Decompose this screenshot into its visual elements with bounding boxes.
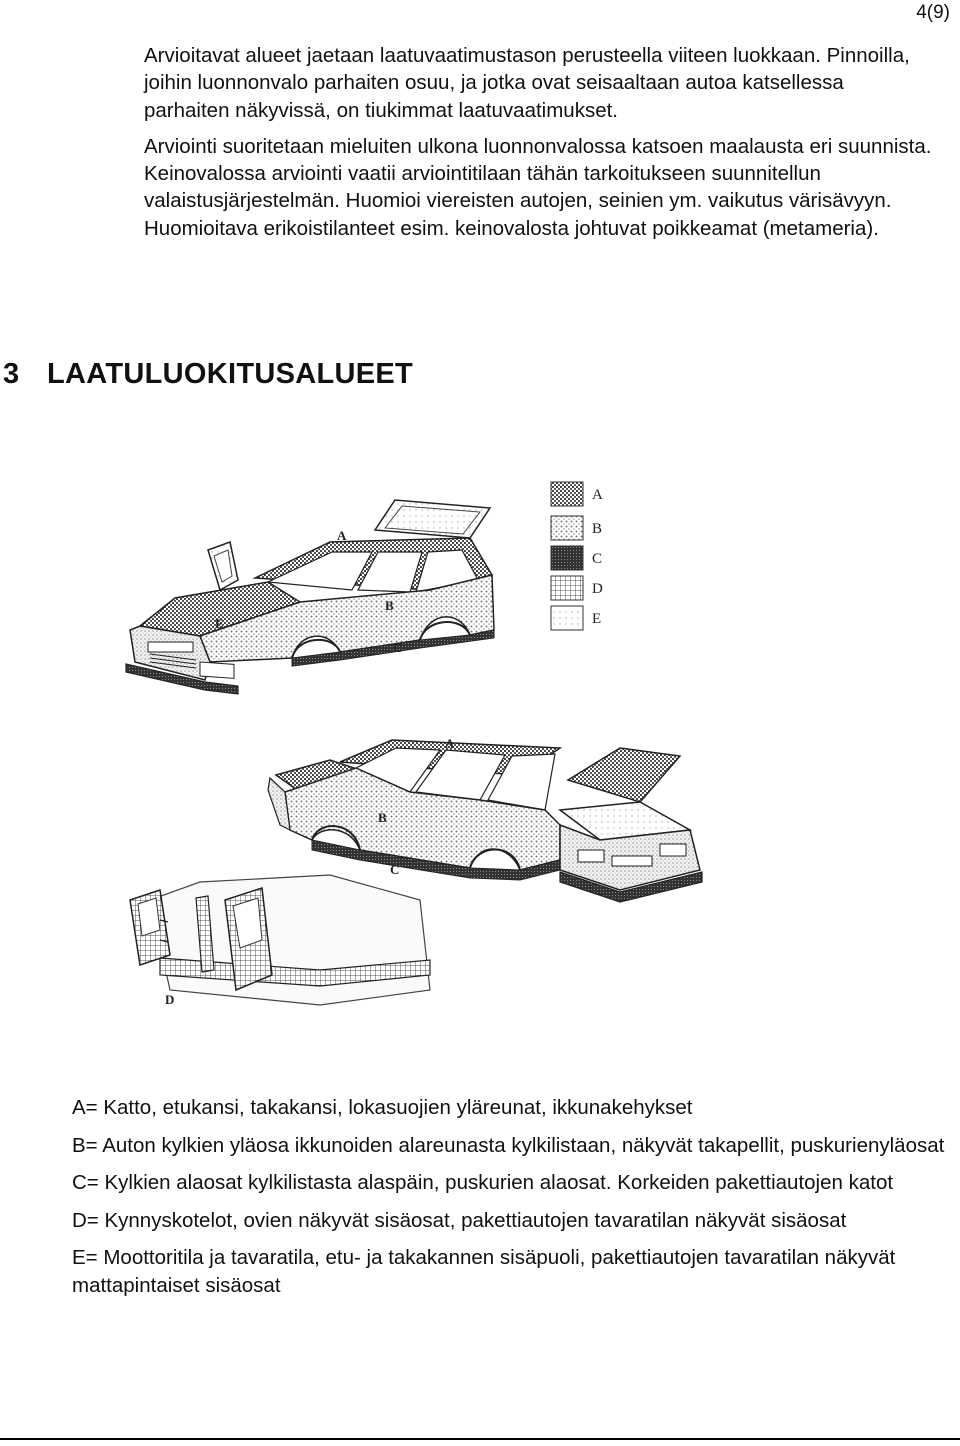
- legend-label-d: D: [592, 581, 603, 597]
- doors-label-d: D: [165, 992, 175, 1007]
- car2-label-c: C: [390, 862, 400, 877]
- car-front-view: [126, 500, 494, 694]
- definition-e: E= Moottoritila ja tavaratila, etu- ja takakannen sisäpuoli, pakettiautojen tavaratilan näkyvät mattapintaiset sisäosat: [72, 1246, 896, 1297]
- car2-label-b: B: [378, 810, 387, 825]
- car2-label-a: A: [445, 736, 455, 751]
- intro-paragraph-1: Arvioitavat alueet jaetaan laatuvaatimustason perusteella viiteen luokkaan. Pinnoilla, joihin luonnonvalo parhaiten osuu, ja jotka ovat seisaaltaan autoa katsellessa parhaiten näkyvissä, on tiukimmat laatuvaatimukset.: [144, 44, 910, 122]
- car-area-figure: [0, 430, 960, 1090]
- legend-swatch-b: [551, 516, 583, 540]
- legend-label-c: C: [592, 551, 603, 567]
- section-title: LAATULUOKITUSALUEET: [47, 358, 414, 390]
- legend: [551, 482, 603, 630]
- intro-text: [144, 42, 934, 242]
- car1-label-b: B: [385, 598, 394, 613]
- definition-d: D= Kynnyskotelot, ovien näkyvät sisäosat, pakettiautojen tavaratilan näkyvät sisäosat: [72, 1208, 847, 1232]
- car1-label-a: A: [337, 528, 347, 543]
- footer-rule: [0, 1438, 960, 1440]
- legend-swatch-c: [551, 546, 583, 570]
- car1-label-e: E: [215, 616, 224, 631]
- legend-swatch-a: [551, 482, 583, 506]
- legend-label-e: E: [592, 611, 602, 627]
- definition-b: B= Auton kylkien yläosa ikkunoiden alareunasta kylkilistaan, näkyvät takapellit, puskurienyläosat: [72, 1133, 945, 1157]
- definition-a: A= Katto, etukansi, takakansi, lokasuojien yläreunat, ikkunakehykset: [72, 1096, 693, 1119]
- car1-label-c: C: [393, 640, 403, 655]
- section-number: 3: [3, 358, 20, 390]
- legend-swatch-d: [551, 576, 583, 600]
- intro-paragraph-2: Arviointi suoritetaan mieluiten ulkona luonnonvalossa katsoen maalausta eri suunnista. Keinovalossa arviointi vaatii arviointitilaan tähän tarkoitukseen suunnitellun valaistusjärjestelmän. Huomioi viereisten autojen, seinien ym. vaikutus värisävyyn. Huomioitava erikoistilanteet esim. keinovalosta johtuvat poikkeamat (metameria).: [144, 134, 932, 240]
- car-door-view: [130, 875, 430, 1007]
- legend-label-b: B: [592, 521, 603, 537]
- area-definitions: [72, 1094, 952, 1309]
- section-heading: [3, 358, 413, 391]
- definition-c: C= Kylkien alaosat kylkilistasta alaspäin, puskurien alaosat. Korkeiden pakettiautojen katot: [72, 1171, 894, 1194]
- legend-label-a: A: [592, 487, 603, 503]
- car-area-illustration: [0, 430, 960, 1090]
- page-number: 4(9): [916, 2, 950, 23]
- legend-swatch-e: [551, 606, 583, 630]
